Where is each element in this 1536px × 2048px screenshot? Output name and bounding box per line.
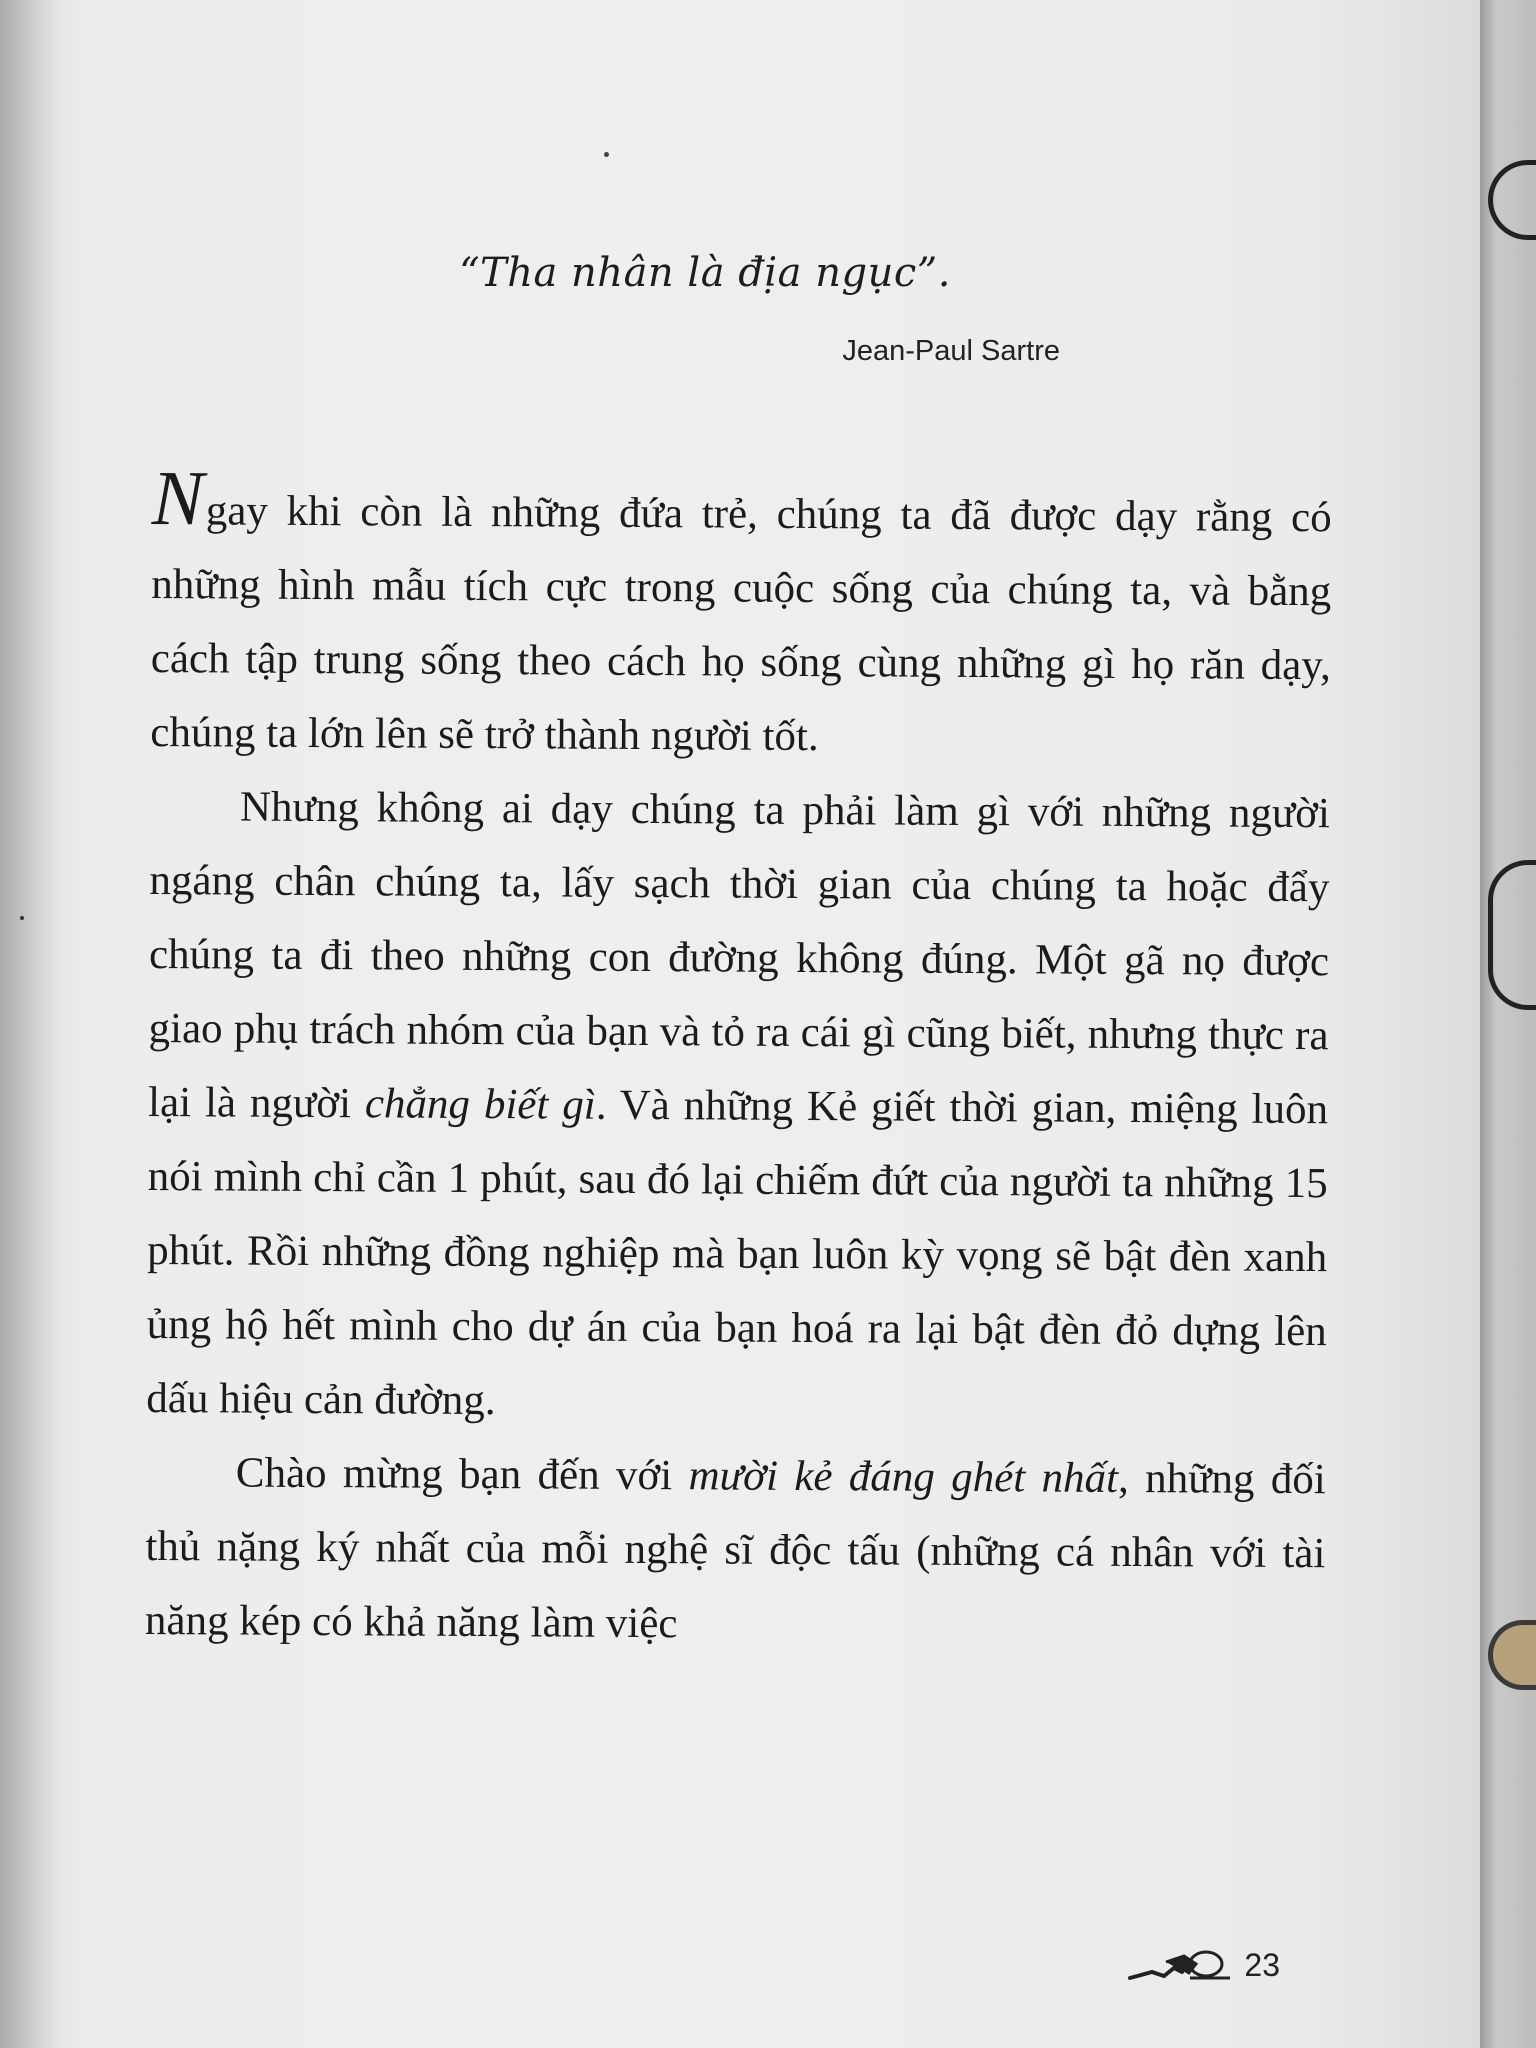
adjacent-page-mark <box>1488 860 1536 1010</box>
edge-dot <box>20 916 24 920</box>
adjacent-page-mark <box>1488 1620 1536 1690</box>
drop-cap: N <box>151 454 205 542</box>
paragraph-2-emphasis: chẳng biết gì <box>364 1080 596 1129</box>
paragraph-1-text: gay khi còn là những đứa trẻ, chúng ta đã được dạy rằng có những hình mẫu tích cực trong cuộc sống của chúng ta, và bằng cách tập trung sống theo cách họ sống cùng những gì họ răn dạy, chúng ta lớn lên sẽ trở thành người tốt. <box>150 487 1332 761</box>
paragraph-2-text-a: Nhưng không ai dạy chúng ta phải làm gì với những người ngáng chân chúng ta, lấy sạch thời gian của chúng ta hoặc đẩy chúng ta đi theo những con đường không đúng. Một gã nọ được giao phụ trách nhóm của bạn và tỏ ra cái gì cũng biết, nhưng thực ra lại là người <box>147 783 1331 1128</box>
page-number: 23 <box>1244 1946 1280 1983</box>
body-text <box>144 454 1332 1665</box>
paragraph-2-text-b: . Và những Kẻ giết thời gian, miệng luôn nói mình chỉ cần 1 phút, sau đó lại chiếm đứt của người ta những 15 phút. Rồi những đồng nghiệp mà bạn luôn kỳ vọng sẽ bật đèn xanh ủng hộ hết mình cho dự án của bạn hoá ra lại bật đèn đỏ dựng lên dấu hiệu cản đường. <box>146 1081 1329 1425</box>
paragraph-3-text-a: Chào mừng bạn đến với <box>235 1449 689 1500</box>
paragraph-3 <box>145 1436 1326 1665</box>
paragraph-1 <box>150 454 1332 777</box>
decorative-dot <box>604 152 609 157</box>
paragraph-2 <box>146 770 1330 1443</box>
adjacent-page-mark <box>1488 160 1536 240</box>
paragraph-3-emphasis: mười kẻ đáng ghét nhất <box>688 1452 1119 1502</box>
page-gutter-shadow <box>0 0 60 2048</box>
adjacent-page-edge <box>1480 0 1536 2048</box>
page-footer <box>1126 1942 1280 1988</box>
epigraph-author: Jean-Paul Sartre <box>842 335 1060 367</box>
epigraph-quote: “Tha nhân là địa ngục”. <box>459 250 951 296</box>
runner-ornament-icon <box>1126 1942 1236 1988</box>
paragraph-3-text-b: , những đối thủ nặng ký nhất của mỗi nghệ sĩ độc tấu (những cá nhân với tài năng kép có khả năng làm việc <box>144 1454 1326 1648</box>
